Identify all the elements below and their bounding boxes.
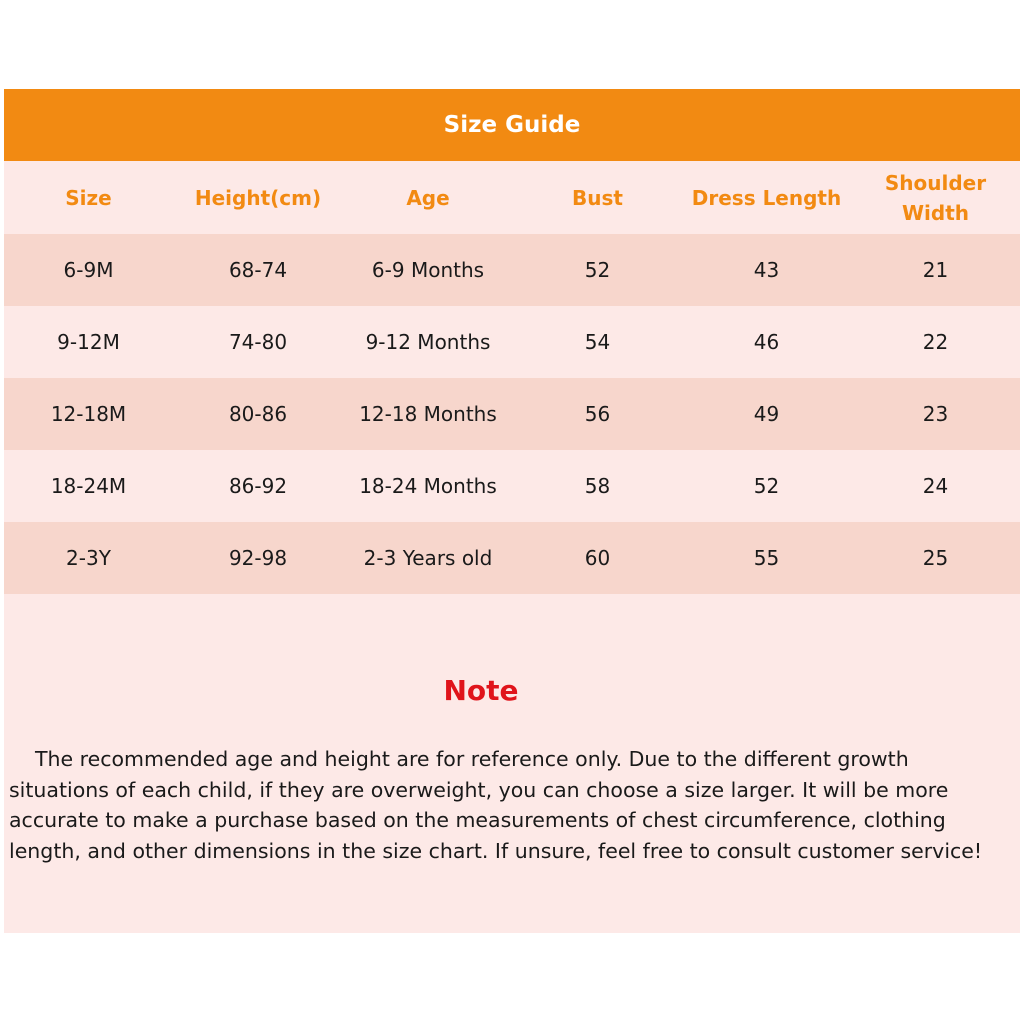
- cell-dress-length: 55: [682, 522, 851, 594]
- table-header-row: [4, 161, 1020, 234]
- table-row: [4, 306, 1020, 378]
- cell-dress-length: 49: [682, 378, 851, 450]
- cell-bust: 60: [513, 522, 682, 594]
- size-table: [4, 161, 1020, 594]
- cell-dress-length: 52: [682, 450, 851, 522]
- cell-age: 2-3 Years old: [343, 522, 513, 594]
- table-row: [4, 450, 1020, 522]
- cell-shoulder-width: 22: [851, 306, 1020, 378]
- cell-bust: 54: [513, 306, 682, 378]
- table-row: [4, 378, 1020, 450]
- cell-height: 86-92: [173, 450, 343, 522]
- cell-age: 6-9 Months: [343, 234, 513, 306]
- note-title: Note: [443, 674, 519, 707]
- table-row: [4, 234, 1020, 306]
- cell-height: 80-86: [173, 378, 343, 450]
- cell-size: 12-18M: [4, 378, 173, 450]
- cell-size: 18-24M: [4, 450, 173, 522]
- size-guide-sheet: [4, 89, 1020, 933]
- cell-bust: 52: [513, 234, 682, 306]
- cell-dress-length: 46: [682, 306, 851, 378]
- size-guide-title: Size Guide: [4, 89, 1020, 161]
- cell-dress-length: 43: [682, 234, 851, 306]
- cell-bust: 56: [513, 378, 682, 450]
- note-section: [4, 594, 1020, 933]
- cell-size: 6-9M: [4, 234, 173, 306]
- cell-shoulder-width: 25: [851, 522, 1020, 594]
- header-height: Height(cm): [173, 161, 343, 234]
- cell-size: 9-12M: [4, 306, 173, 378]
- cell-height: 92-98: [173, 522, 343, 594]
- cell-age: 18-24 Months: [343, 450, 513, 522]
- cell-height: 68-74: [173, 234, 343, 306]
- cell-shoulder-width: 24: [851, 450, 1020, 522]
- cell-size: 2-3Y: [4, 522, 173, 594]
- cell-shoulder-width: 23: [851, 378, 1020, 450]
- cell-age: 9-12 Months: [343, 306, 513, 378]
- cell-age: 12-18 Months: [343, 378, 513, 450]
- table-row: [4, 522, 1020, 594]
- header-dress-length: Dress Length: [682, 161, 851, 234]
- cell-bust: 58: [513, 450, 682, 522]
- header-bust: Bust: [513, 161, 682, 234]
- header-age: Age: [343, 161, 513, 234]
- cell-shoulder-width: 21: [851, 234, 1020, 306]
- cell-height: 74-80: [173, 306, 343, 378]
- header-size: Size: [4, 161, 173, 234]
- header-shoulder-width: Shoulder Width: [851, 161, 1020, 234]
- note-text: The recommended age and height are for reference only. Due to the different growth situations of each child, if they are overweight, you can choose a size larger. It will be more accurate to make a purchase based on the measurements of chest circumference, clothing length, and other dimensions in the size chart. If unsure, feel free to consult customer service!: [9, 747, 983, 863]
